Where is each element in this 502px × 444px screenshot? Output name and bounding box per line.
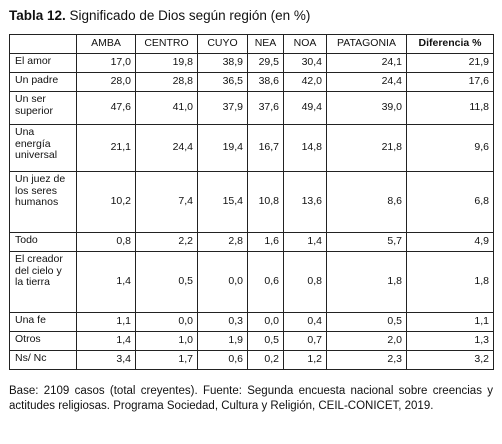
table-cell: 41,0 <box>136 92 198 125</box>
table-cell: 2,0 <box>327 332 407 351</box>
header-row <box>10 35 494 54</box>
row-label: Una energía universal <box>10 125 77 172</box>
table-cell: 0,4 <box>284 313 327 332</box>
table-cell: 7,4 <box>136 172 198 233</box>
table-cell: 1,2 <box>284 351 327 370</box>
table-number: Tabla 12. <box>9 8 66 23</box>
table-row <box>10 54 494 73</box>
table-cell: 29,5 <box>248 54 284 73</box>
table-cell: 0,8 <box>77 233 136 252</box>
table-cell: 0,5 <box>136 252 198 313</box>
table-cell: 1,8 <box>407 252 494 313</box>
table-row <box>10 125 494 172</box>
col-header: PATAGONIA <box>327 35 407 54</box>
col-header: CUYO <box>198 35 248 54</box>
table-cell: 21,9 <box>407 54 494 73</box>
table-cell: 2,8 <box>198 233 248 252</box>
table-cell: 28,0 <box>77 73 136 92</box>
table-cell: 17,0 <box>77 54 136 73</box>
table-cell: 10,2 <box>77 172 136 233</box>
table-cell: 2,3 <box>327 351 407 370</box>
table-cell: 6,8 <box>407 172 494 233</box>
table-caption: Significado de Dios según región (en %) <box>65 8 311 23</box>
table-cell: 21,1 <box>77 125 136 172</box>
row-label: Otros <box>10 332 77 351</box>
table-cell: 0,2 <box>248 351 284 370</box>
table-cell: 0,5 <box>248 332 284 351</box>
table-row <box>10 73 494 92</box>
col-header-diferencia: Diferencia % <box>407 35 494 54</box>
table-cell: 28,8 <box>136 73 198 92</box>
table-row <box>10 332 494 351</box>
table-cell: 1,8 <box>327 252 407 313</box>
row-label: El creador del cielo y la tierra <box>10 252 77 313</box>
table-cell: 49,4 <box>284 92 327 125</box>
table-cell: 10,8 <box>248 172 284 233</box>
table-cell: 0,3 <box>198 313 248 332</box>
table-cell: 0,0 <box>136 313 198 332</box>
table-cell: 37,9 <box>198 92 248 125</box>
table-row <box>10 351 494 370</box>
table-cell: 19,4 <box>198 125 248 172</box>
table-cell: 14,8 <box>284 125 327 172</box>
col-header: NEA <box>248 35 284 54</box>
row-label: Un padre <box>10 73 77 92</box>
table-row <box>10 172 494 233</box>
table-cell: 19,8 <box>136 54 198 73</box>
table-cell: 0,0 <box>248 313 284 332</box>
table-cell: 1,3 <box>407 332 494 351</box>
table-cell: 1,4 <box>77 252 136 313</box>
table-cell: 37,6 <box>248 92 284 125</box>
col-header: AMBA <box>77 35 136 54</box>
table-cell: 39,0 <box>327 92 407 125</box>
table-cell: 36,5 <box>198 73 248 92</box>
table-title <box>9 8 310 23</box>
row-label: Ns/ Nc <box>10 351 77 370</box>
corner-cell <box>10 35 77 54</box>
table-cell: 38,6 <box>248 73 284 92</box>
table-cell: 0,6 <box>198 351 248 370</box>
footnote: Base: 2109 casos (total creyentes). Fuente: Segunda encuesta nacional sobre creencias y actitudes religiosas. Programa Sociedad, Cultura y Religión, CEIL-CONICET, 2019. <box>9 385 493 412</box>
table-cell: 24,4 <box>136 125 198 172</box>
data-table <box>9 34 494 370</box>
table-cell: 15,4 <box>198 172 248 233</box>
table-cell: 42,0 <box>284 73 327 92</box>
table-cell: 21,8 <box>327 125 407 172</box>
table-cell: 4,9 <box>407 233 494 252</box>
table-cell: 17,6 <box>407 73 494 92</box>
table-cell: 1,6 <box>248 233 284 252</box>
table-cell: 1,0 <box>136 332 198 351</box>
table-cell: 16,7 <box>248 125 284 172</box>
table-cell: 1,4 <box>77 332 136 351</box>
col-header: CENTRO <box>136 35 198 54</box>
table-cell: 38,9 <box>198 54 248 73</box>
table-cell: 0,8 <box>284 252 327 313</box>
table-row <box>10 252 494 313</box>
table-cell: 1,9 <box>198 332 248 351</box>
table-cell: 1,1 <box>407 313 494 332</box>
col-header: NOA <box>284 35 327 54</box>
table-cell: 47,6 <box>77 92 136 125</box>
table-cell: 3,4 <box>77 351 136 370</box>
table-cell: 0,5 <box>327 313 407 332</box>
row-label: Un ser superior <box>10 92 77 125</box>
table-cell: 5,7 <box>327 233 407 252</box>
row-label: El amor <box>10 54 77 73</box>
table-cell: 2,2 <box>136 233 198 252</box>
table-cell: 1,1 <box>77 313 136 332</box>
row-label: Un juez de los seres humanos <box>10 172 77 233</box>
row-label: Todo <box>10 233 77 252</box>
table-cell: 24,1 <box>327 54 407 73</box>
table-cell: 1,7 <box>136 351 198 370</box>
table-cell: 0,0 <box>198 252 248 313</box>
row-label: Una fe <box>10 313 77 332</box>
table-cell: 30,4 <box>284 54 327 73</box>
table-row <box>10 92 494 125</box>
table-row <box>10 233 494 252</box>
table-cell: 1,4 <box>284 233 327 252</box>
table-cell: 13,6 <box>284 172 327 233</box>
table-cell: 11,8 <box>407 92 494 125</box>
table-cell: 8,6 <box>327 172 407 233</box>
table-row <box>10 313 494 332</box>
table-cell: 24,4 <box>327 73 407 92</box>
table-cell: 0,6 <box>248 252 284 313</box>
table-cell: 0,7 <box>284 332 327 351</box>
table-cell: 9,6 <box>407 125 494 172</box>
table-cell: 3,2 <box>407 351 494 370</box>
